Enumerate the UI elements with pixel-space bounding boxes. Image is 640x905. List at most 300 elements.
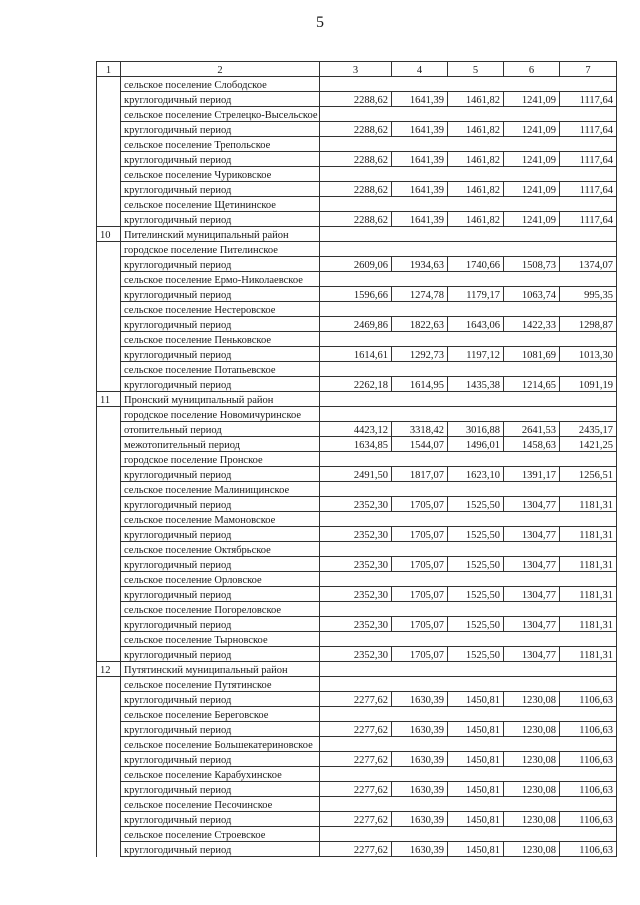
- tariff-row: [97, 257, 617, 272]
- empty-cell: [504, 677, 560, 692]
- empty-cell: [448, 797, 504, 812]
- column-header: 1: [97, 62, 121, 77]
- empty-cell: [97, 422, 121, 437]
- empty-cell: [504, 77, 560, 92]
- tariff-value: 2277,62: [320, 812, 392, 827]
- tariff-value: 1304,77: [504, 497, 560, 512]
- tariff-value: 1106,63: [560, 812, 617, 827]
- tariff-value: 995,35: [560, 287, 617, 302]
- tariff-value: 3016,88: [448, 422, 504, 437]
- empty-cell: [97, 617, 121, 632]
- tariff-value: 1241,09: [504, 182, 560, 197]
- settlement-name: сельское поселение Слободское: [121, 77, 320, 92]
- period-label: круглогодичный период: [121, 842, 320, 857]
- empty-cell: [392, 572, 448, 587]
- empty-cell: [320, 662, 392, 677]
- tariff-row: [97, 752, 617, 767]
- empty-cell: [97, 467, 121, 482]
- tariff-row: [97, 497, 617, 512]
- empty-cell: [97, 482, 121, 497]
- tariff-value: 1181,31: [560, 527, 617, 542]
- tariff-value: 1422,33: [504, 317, 560, 332]
- period-label: круглогодичный период: [121, 212, 320, 227]
- settlement-name-row: [97, 512, 617, 527]
- settlement-name: сельское поселение Путятинское: [121, 677, 320, 692]
- empty-cell: [560, 392, 617, 407]
- tariff-value: 1705,07: [392, 617, 448, 632]
- district-name: Пронский муниципальный район: [121, 392, 320, 407]
- empty-cell: [320, 107, 392, 122]
- settlement-name-row: [97, 482, 617, 497]
- tariff-row: [97, 287, 617, 302]
- empty-cell: [97, 107, 121, 122]
- settlement-name: сельское поселение Чуриковское: [121, 167, 320, 182]
- settlement-name-row: [97, 272, 617, 287]
- tariff-value: 1013,30: [560, 347, 617, 362]
- tariff-value: 1181,31: [560, 497, 617, 512]
- tariff-value: 1117,64: [560, 92, 617, 107]
- empty-cell: [97, 782, 121, 797]
- district-number: 11: [97, 392, 121, 407]
- empty-cell: [392, 482, 448, 497]
- empty-cell: [504, 797, 560, 812]
- tariff-value: 1106,63: [560, 722, 617, 737]
- period-label: круглогодичный период: [121, 257, 320, 272]
- settlement-name: сельское поселение Орловское: [121, 572, 320, 587]
- empty-cell: [320, 572, 392, 587]
- tariff-row: [97, 122, 617, 137]
- empty-cell: [392, 827, 448, 842]
- column-header: 3: [320, 62, 392, 77]
- empty-cell: [97, 302, 121, 317]
- tariff-value: 2469,86: [320, 317, 392, 332]
- empty-cell: [97, 407, 121, 422]
- empty-cell: [448, 737, 504, 752]
- tariff-value: 1117,64: [560, 212, 617, 227]
- tariff-value: 1643,06: [448, 317, 504, 332]
- empty-cell: [320, 197, 392, 212]
- empty-cell: [97, 797, 121, 812]
- empty-cell: [448, 677, 504, 692]
- tariff-row: [97, 377, 617, 392]
- tariff-value: 1461,82: [448, 92, 504, 107]
- tariff-value: 1544,07: [392, 437, 448, 452]
- empty-cell: [504, 392, 560, 407]
- period-label: отопительный период: [121, 422, 320, 437]
- empty-cell: [392, 227, 448, 242]
- tariff-value: 2435,17: [560, 422, 617, 437]
- empty-cell: [320, 227, 392, 242]
- period-label: круглогодичный период: [121, 557, 320, 572]
- district-name: Путятинский муниципальный район: [121, 662, 320, 677]
- tariff-value: 1181,31: [560, 557, 617, 572]
- settlement-name: сельское поселение Береговское: [121, 707, 320, 722]
- empty-cell: [448, 602, 504, 617]
- empty-cell: [392, 632, 448, 647]
- settlement-name: сельское поселение Песочинское: [121, 797, 320, 812]
- column-header: 6: [504, 62, 560, 77]
- empty-cell: [320, 167, 392, 182]
- tariff-value: 1508,73: [504, 257, 560, 272]
- tariff-value: 2288,62: [320, 92, 392, 107]
- settlement-name-row: [97, 137, 617, 152]
- empty-cell: [97, 212, 121, 227]
- settlement-name: сельское поселение Малинищинское: [121, 482, 320, 497]
- empty-cell: [97, 692, 121, 707]
- tariff-row: [97, 557, 617, 572]
- empty-cell: [392, 242, 448, 257]
- empty-cell: [448, 827, 504, 842]
- tariff-value: 1298,87: [560, 317, 617, 332]
- tariff-value: 1525,50: [448, 647, 504, 662]
- tariff-value: 1641,39: [392, 122, 448, 137]
- settlement-name-row: [97, 767, 617, 782]
- settlement-name: сельское поселение Мамоновское: [121, 512, 320, 527]
- settlement-name: сельское поселение Строевское: [121, 827, 320, 842]
- tariff-row: [97, 842, 617, 857]
- tariff-value: 2352,30: [320, 497, 392, 512]
- empty-cell: [97, 557, 121, 572]
- empty-cell: [97, 347, 121, 362]
- empty-cell: [448, 197, 504, 212]
- empty-cell: [320, 602, 392, 617]
- empty-cell: [392, 767, 448, 782]
- settlement-name: сельское поселение Пеньковское: [121, 332, 320, 347]
- tariff-value: 1106,63: [560, 752, 617, 767]
- tariff-value: 1450,81: [448, 842, 504, 857]
- tariff-value: 1304,77: [504, 587, 560, 602]
- tariff-value: 2491,50: [320, 467, 392, 482]
- column-header: 5: [448, 62, 504, 77]
- empty-cell: [448, 482, 504, 497]
- empty-cell: [560, 197, 617, 212]
- empty-cell: [320, 362, 392, 377]
- empty-cell: [504, 302, 560, 317]
- period-label: круглогодичный период: [121, 152, 320, 167]
- empty-cell: [97, 497, 121, 512]
- tariff-value: 2352,30: [320, 617, 392, 632]
- tariff-value: 1391,17: [504, 467, 560, 482]
- empty-cell: [448, 167, 504, 182]
- tariff-row: [97, 527, 617, 542]
- empty-cell: [504, 137, 560, 152]
- empty-cell: [320, 137, 392, 152]
- empty-cell: [448, 77, 504, 92]
- empty-cell: [504, 407, 560, 422]
- empty-cell: [560, 707, 617, 722]
- tariff-value: 1241,09: [504, 152, 560, 167]
- tariff-value: 1525,50: [448, 527, 504, 542]
- empty-cell: [320, 482, 392, 497]
- tariff-value: 1450,81: [448, 752, 504, 767]
- settlement-name: сельское поселение Щетининское: [121, 197, 320, 212]
- settlement-name-row: [97, 107, 617, 122]
- empty-cell: [97, 452, 121, 467]
- empty-cell: [97, 242, 121, 257]
- period-label: межотопительный период: [121, 437, 320, 452]
- tariff-value: 1450,81: [448, 722, 504, 737]
- empty-cell: [320, 77, 392, 92]
- tariff-value: 1630,39: [392, 812, 448, 827]
- empty-cell: [560, 452, 617, 467]
- empty-cell: [504, 332, 560, 347]
- tariff-row: [97, 422, 617, 437]
- empty-cell: [320, 332, 392, 347]
- period-label: круглогодичный период: [121, 287, 320, 302]
- page-number: 5: [316, 14, 324, 31]
- empty-cell: [504, 662, 560, 677]
- tariff-value: 1630,39: [392, 692, 448, 707]
- period-label: круглогодичный период: [121, 722, 320, 737]
- tariff-value: 1630,39: [392, 842, 448, 857]
- empty-cell: [97, 602, 121, 617]
- empty-cell: [560, 302, 617, 317]
- tariff-value: 1634,85: [320, 437, 392, 452]
- tariff-value: 2277,62: [320, 752, 392, 767]
- empty-cell: [448, 407, 504, 422]
- empty-cell: [560, 767, 617, 782]
- tariff-value: 1623,10: [448, 467, 504, 482]
- empty-cell: [97, 572, 121, 587]
- empty-cell: [504, 737, 560, 752]
- empty-cell: [392, 362, 448, 377]
- empty-cell: [392, 662, 448, 677]
- district-row: [97, 662, 617, 677]
- tariff-value: 1705,07: [392, 587, 448, 602]
- tariff-value: 1374,07: [560, 257, 617, 272]
- tariff-value: 2277,62: [320, 842, 392, 857]
- empty-cell: [560, 167, 617, 182]
- empty-cell: [392, 677, 448, 692]
- tariff-value: 1614,95: [392, 377, 448, 392]
- empty-cell: [97, 167, 121, 182]
- settlement-name: городское поселение Пронское: [121, 452, 320, 467]
- empty-cell: [97, 152, 121, 167]
- settlement-name: сельское поселение Карабухинское: [121, 767, 320, 782]
- settlement-name-row: [97, 632, 617, 647]
- empty-cell: [504, 542, 560, 557]
- settlement-name-row: [97, 407, 617, 422]
- empty-cell: [320, 797, 392, 812]
- empty-cell: [392, 707, 448, 722]
- tariff-value: 4423,12: [320, 422, 392, 437]
- empty-cell: [448, 392, 504, 407]
- tariff-value: 1525,50: [448, 587, 504, 602]
- settlement-name: сельское поселение Погореловское: [121, 602, 320, 617]
- tariff-value: 1525,50: [448, 497, 504, 512]
- period-label: круглогодичный период: [121, 92, 320, 107]
- empty-cell: [392, 407, 448, 422]
- empty-cell: [392, 197, 448, 212]
- column-header: 2: [121, 62, 320, 77]
- empty-cell: [392, 392, 448, 407]
- empty-cell: [504, 632, 560, 647]
- empty-cell: [392, 602, 448, 617]
- empty-cell: [448, 452, 504, 467]
- empty-cell: [448, 227, 504, 242]
- settlement-name: городское поселение Новомичуринское: [121, 407, 320, 422]
- tariff-value: 1063,74: [504, 287, 560, 302]
- tariff-value: 1106,63: [560, 782, 617, 797]
- tariff-value: 2277,62: [320, 692, 392, 707]
- tariff-value: 1304,77: [504, 557, 560, 572]
- empty-cell: [97, 527, 121, 542]
- tariff-row: [97, 617, 617, 632]
- empty-cell: [448, 332, 504, 347]
- empty-cell: [560, 242, 617, 257]
- empty-cell: [504, 482, 560, 497]
- column-header: 4: [392, 62, 448, 77]
- empty-cell: [560, 332, 617, 347]
- empty-cell: [392, 797, 448, 812]
- tariff-row: [97, 317, 617, 332]
- empty-cell: [320, 767, 392, 782]
- empty-cell: [320, 707, 392, 722]
- tariff-row: [97, 782, 617, 797]
- tariff-value: 2352,30: [320, 647, 392, 662]
- empty-cell: [392, 77, 448, 92]
- empty-cell: [560, 542, 617, 557]
- empty-cell: [448, 512, 504, 527]
- empty-cell: [504, 767, 560, 782]
- empty-cell: [97, 362, 121, 377]
- empty-cell: [392, 302, 448, 317]
- empty-cell: [97, 677, 121, 692]
- tariff-value: 1091,19: [560, 377, 617, 392]
- tariff-value: 1614,61: [320, 347, 392, 362]
- settlement-name: сельское поселение Стрелецко-Высельское: [121, 107, 320, 122]
- tariff-value: 1641,39: [392, 152, 448, 167]
- tariff-value: 1705,07: [392, 647, 448, 662]
- period-label: круглогодичный период: [121, 467, 320, 482]
- empty-cell: [504, 512, 560, 527]
- tariff-value: 1241,09: [504, 92, 560, 107]
- empty-cell: [504, 197, 560, 212]
- empty-cell: [448, 542, 504, 557]
- tariff-value: 1934,63: [392, 257, 448, 272]
- period-label: круглогодичный период: [121, 692, 320, 707]
- empty-cell: [320, 407, 392, 422]
- empty-cell: [320, 542, 392, 557]
- empty-cell: [320, 452, 392, 467]
- settlement-name-row: [97, 602, 617, 617]
- empty-cell: [320, 242, 392, 257]
- tariff-value: 1241,09: [504, 122, 560, 137]
- settlement-name: сельское поселение Тырновское: [121, 632, 320, 647]
- tariff-row: [97, 587, 617, 602]
- district-row: [97, 392, 617, 407]
- tariff-value: 1705,07: [392, 497, 448, 512]
- tariff-value: 1230,08: [504, 722, 560, 737]
- empty-cell: [392, 272, 448, 287]
- empty-cell: [97, 647, 121, 662]
- tariff-row: [97, 92, 617, 107]
- tariff-row: [97, 812, 617, 827]
- empty-cell: [97, 767, 121, 782]
- tariff-value: 1197,12: [448, 347, 504, 362]
- tariff-value: 1450,81: [448, 692, 504, 707]
- settlement-name-row: [97, 167, 617, 182]
- period-label: круглогодичный период: [121, 347, 320, 362]
- empty-cell: [504, 107, 560, 122]
- tariff-row: [97, 692, 617, 707]
- empty-cell: [97, 137, 121, 152]
- tariff-value: 1705,07: [392, 527, 448, 542]
- empty-cell: [560, 272, 617, 287]
- empty-cell: [560, 602, 617, 617]
- tariff-value: 1458,63: [504, 437, 560, 452]
- tariff-value: 1596,66: [320, 287, 392, 302]
- tariff-value: 1630,39: [392, 752, 448, 767]
- period-label: круглогодичный период: [121, 617, 320, 632]
- tariff-value: 2352,30: [320, 527, 392, 542]
- tariff-value: 1641,39: [392, 92, 448, 107]
- tariff-value: 1117,64: [560, 182, 617, 197]
- empty-cell: [504, 362, 560, 377]
- empty-cell: [392, 512, 448, 527]
- empty-cell: [97, 287, 121, 302]
- tariff-row: [97, 722, 617, 737]
- district-number: 10: [97, 227, 121, 242]
- empty-cell: [448, 632, 504, 647]
- settlement-name-row: [97, 827, 617, 842]
- tariff-value: 1421,25: [560, 437, 617, 452]
- period-label: круглогодичный период: [121, 752, 320, 767]
- empty-cell: [320, 302, 392, 317]
- empty-cell: [504, 707, 560, 722]
- period-label: круглогодичный период: [121, 182, 320, 197]
- empty-cell: [97, 377, 121, 392]
- tariff-value: 1179,17: [448, 287, 504, 302]
- tariff-value: 1230,08: [504, 692, 560, 707]
- empty-cell: [97, 752, 121, 767]
- tariff-value: 3318,42: [392, 422, 448, 437]
- empty-cell: [392, 332, 448, 347]
- empty-cell: [97, 122, 121, 137]
- settlement-name-row: [97, 707, 617, 722]
- empty-cell: [560, 677, 617, 692]
- empty-cell: [448, 362, 504, 377]
- tariff-value: 1230,08: [504, 782, 560, 797]
- empty-cell: [504, 452, 560, 467]
- empty-cell: [448, 707, 504, 722]
- empty-cell: [448, 662, 504, 677]
- tariff-value: 1181,31: [560, 617, 617, 632]
- empty-cell: [560, 77, 617, 92]
- tariff-value: 1181,31: [560, 647, 617, 662]
- empty-cell: [448, 242, 504, 257]
- empty-cell: [97, 332, 121, 347]
- empty-cell: [97, 437, 121, 452]
- empty-cell: [320, 512, 392, 527]
- empty-cell: [448, 767, 504, 782]
- tariff-value: 1740,66: [448, 257, 504, 272]
- empty-cell: [448, 302, 504, 317]
- empty-cell: [504, 602, 560, 617]
- empty-cell: [448, 107, 504, 122]
- settlement-name-row: [97, 542, 617, 557]
- tariff-value: 1106,63: [560, 692, 617, 707]
- tariff-value: 2641,53: [504, 422, 560, 437]
- tariff-value: 1450,81: [448, 782, 504, 797]
- tariff-value: 1641,39: [392, 182, 448, 197]
- tariff-value: 2288,62: [320, 152, 392, 167]
- empty-cell: [320, 737, 392, 752]
- period-label: круглогодичный период: [121, 587, 320, 602]
- settlement-name-row: [97, 332, 617, 347]
- empty-cell: [560, 512, 617, 527]
- empty-cell: [97, 827, 121, 842]
